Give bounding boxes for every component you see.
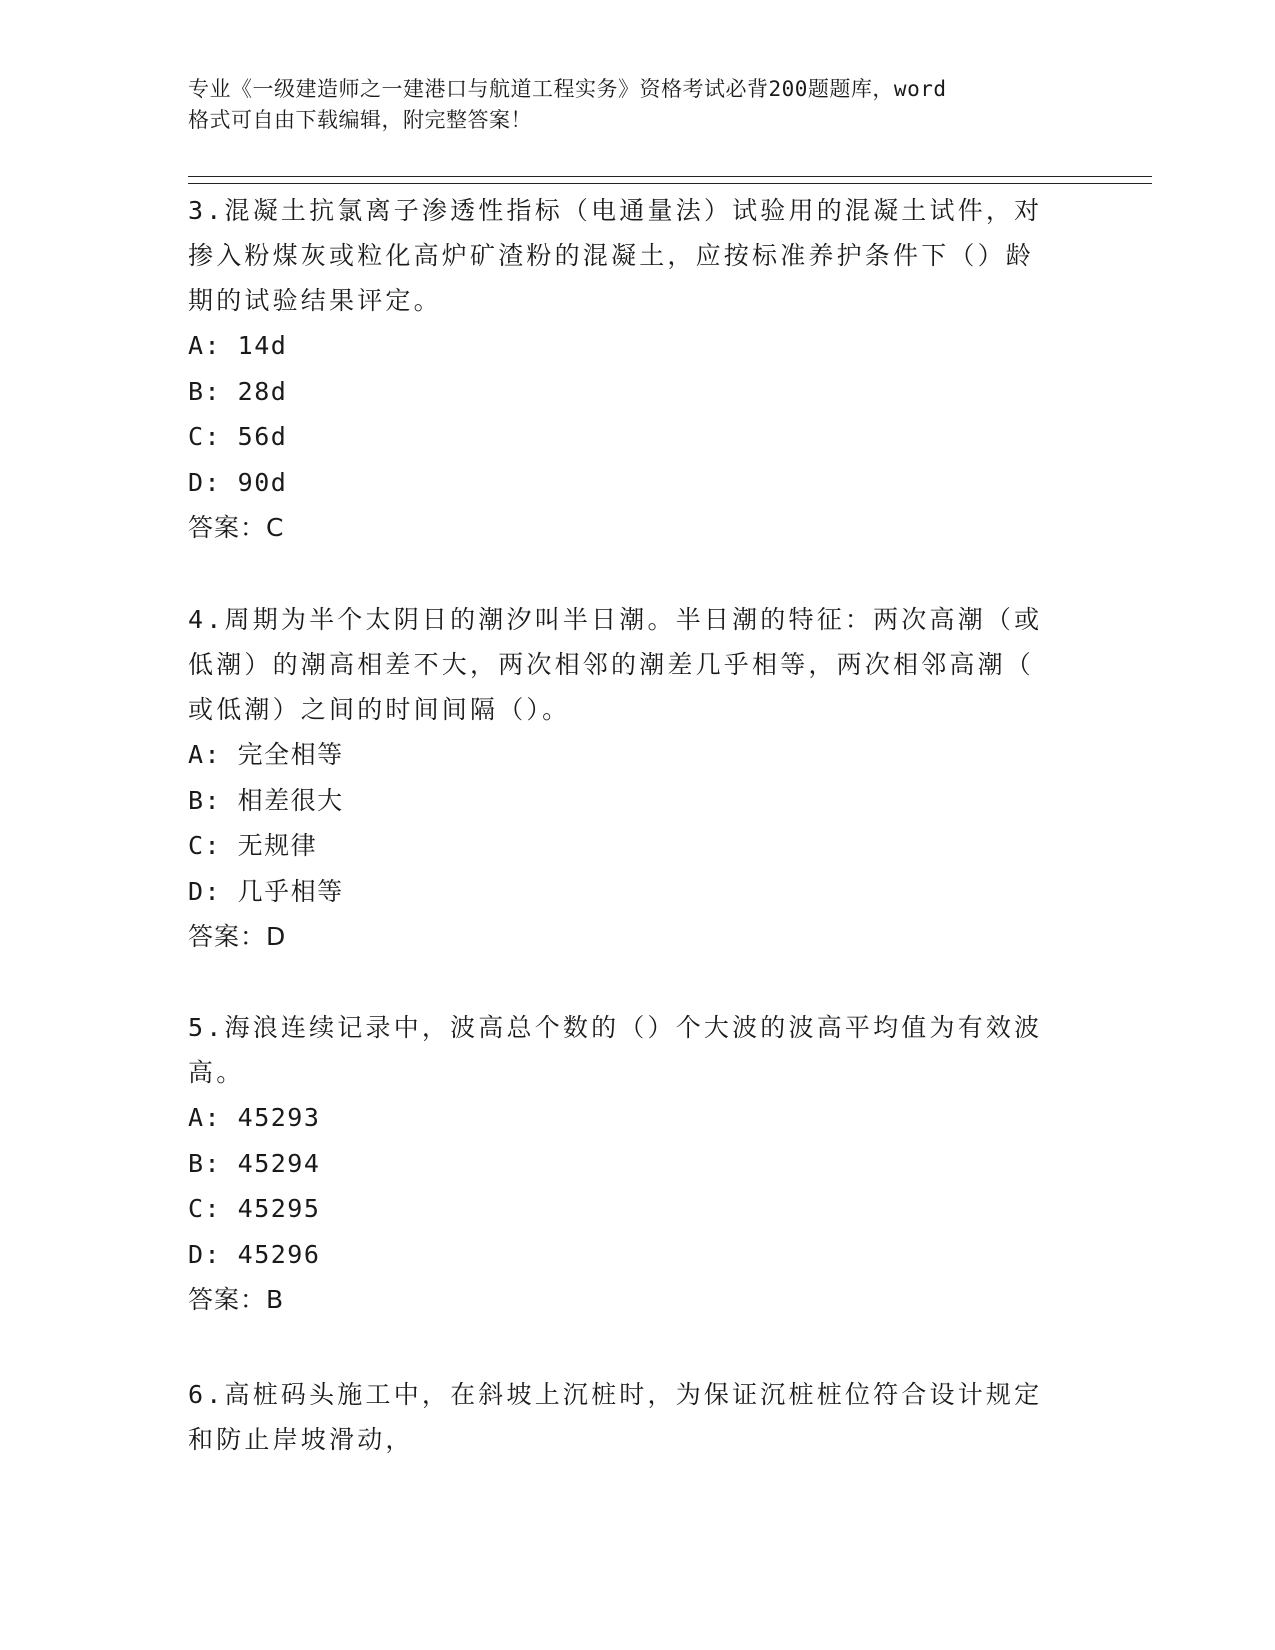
question-stem-line: 5.海浪连续记录中，波高总个数的（）个大波的波高平均值为有效波: [188, 1013, 1043, 1042]
question-stem-line: 低潮）的潮高相差不大，两次相邻的潮差几乎相等，两次相邻高潮（: [188, 650, 1035, 679]
question-5: [188, 1005, 1088, 1322]
question-stem-line: 3.混凝土抗氯离子渗透性指标（电通量法）试验用的混凝土试件，对: [188, 196, 1043, 225]
header-divider-top: [188, 176, 1152, 177]
question-stem-line: 4.周期为半个太阴日的潮汐叫半日潮。半日潮的特征：两次高潮（或: [188, 605, 1043, 634]
header-line-2: 格式可自由下载编辑，附完整答案！: [188, 108, 532, 132]
option-b: B: 45294: [188, 1148, 321, 1178]
option-c: C: 45295: [188, 1194, 321, 1223]
answer-line: 答案：B: [188, 1285, 285, 1314]
header-divider-bottom: [188, 183, 1152, 184]
answer-line: 答案：C: [188, 513, 285, 542]
header-line-1: 专业《一级建造师之一建港口与航道工程实务》资格考试必背200题题库，word: [188, 77, 947, 101]
question-stem-line: 高。: [188, 1058, 245, 1087]
option-a: A: 完全相等: [188, 740, 344, 769]
option-c: C: 无规律: [188, 831, 318, 860]
option-b: B: 28d: [188, 376, 288, 406]
question-stem-line: 掺入粉煤灰或粒化高炉矿渣粉的混凝土，应按标准养护条件下（）龄: [188, 241, 1035, 270]
answer-line: 答案：D: [188, 922, 287, 951]
question-stem-line: 期的试验结果评定。: [188, 286, 442, 315]
option-b: B: 相差很大: [188, 785, 344, 815]
option-a: A: 45293: [188, 1103, 321, 1132]
question-6: [188, 1372, 1088, 1462]
document-header: [188, 74, 1068, 136]
option-d: D: 45296: [188, 1239, 321, 1269]
question-stem-line: 6.高桩码头施工中，在斜坡上沉桩时，为保证沉桩桩位符合设计规定: [188, 1380, 1043, 1409]
question-stem-line: 和防止岸坡滑动，: [188, 1425, 414, 1454]
option-a: A: 14d: [188, 331, 288, 360]
option-d: D: 几乎相等: [188, 876, 344, 906]
option-c: C: 56d: [188, 422, 288, 451]
question-stem-line: 或低潮）之间的时间间隔（）。: [188, 695, 571, 724]
question-4: [188, 597, 1088, 959]
question-3: [188, 188, 1088, 550]
option-d: D: 90d: [188, 467, 288, 497]
